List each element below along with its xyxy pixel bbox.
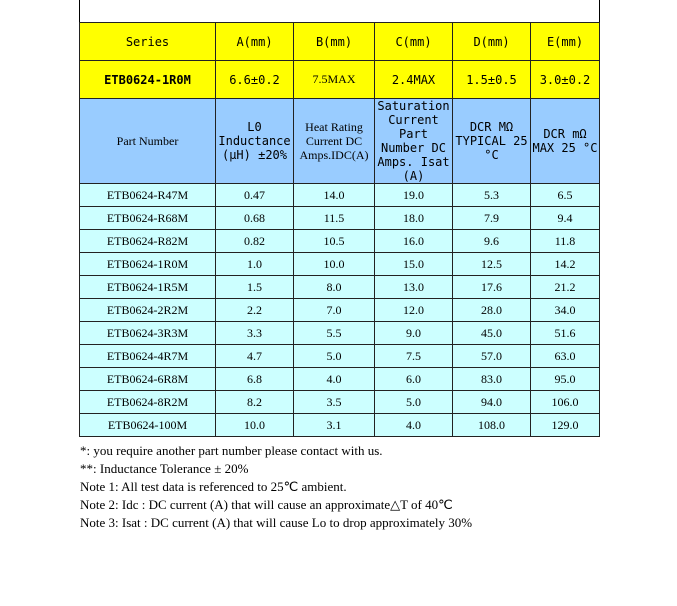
dcr-typical-cell: 28.0 — [453, 299, 531, 322]
inductance-cell: 3.3 — [216, 322, 294, 345]
heat-rating-cell: 8.0 — [294, 276, 375, 299]
dim-d-header: D(mm) — [453, 23, 531, 61]
table-row — [80, 322, 600, 345]
table-row — [80, 253, 600, 276]
dcr-max-cell: 63.0 — [531, 345, 600, 368]
inductance-cell: 1.0 — [216, 253, 294, 276]
model-row — [80, 61, 600, 99]
inductance-cell: 4.7 — [216, 345, 294, 368]
model-name: ETB0624-1R0M — [80, 61, 216, 99]
inductance-cell: 1.5 — [216, 276, 294, 299]
dcr-typical-cell: 94.0 — [453, 391, 531, 414]
part-number-cell: ETB0624-1R0M — [80, 253, 216, 276]
saturation-cell: 16.0 — [375, 230, 453, 253]
saturation-cell: 6.0 — [375, 368, 453, 391]
dim-c-value: 2.4MAX — [375, 61, 453, 99]
note-line: Note 3: Isat : DC current (A) that will cause Lo to drop approximately 30% — [80, 515, 473, 530]
dim-a-header: A(mm) — [216, 23, 294, 61]
dcr-max-cell: 9.4 — [531, 207, 600, 230]
saturation-cell: 5.0 — [375, 391, 453, 414]
inductance-cell: 0.68 — [216, 207, 294, 230]
table-row — [80, 230, 600, 253]
dcr-max-cell: 6.5 — [531, 184, 600, 207]
part-number-cell: ETB0624-1R5M — [80, 276, 216, 299]
heat-rating-cell: 10.5 — [294, 230, 375, 253]
spec-table — [79, 22, 600, 437]
inductance-cell: 6.8 — [216, 368, 294, 391]
heat-rating-cell: 11.5 — [294, 207, 375, 230]
dcr-typical-cell: 45.0 — [453, 322, 531, 345]
dcr-typical-cell: 7.9 — [453, 207, 531, 230]
dcr-typical-cell: 12.5 — [453, 253, 531, 276]
dcr-typical-cell: 83.0 — [453, 368, 531, 391]
inductance-cell: 2.2 — [216, 299, 294, 322]
heat-rating-cell: 7.0 — [294, 299, 375, 322]
dim-e-value: 3.0±0.2 — [531, 61, 600, 99]
part-number-cell: ETB0624-2R2M — [80, 299, 216, 322]
column-header-row — [80, 99, 600, 184]
saturation-cell: 13.0 — [375, 276, 453, 299]
dcr-typical-cell: 17.6 — [453, 276, 531, 299]
heat-rating-cell: 5.5 — [294, 322, 375, 345]
inductance-cell: 8.2 — [216, 391, 294, 414]
dcr-typical-cell: 9.6 — [453, 230, 531, 253]
table-row — [80, 391, 600, 414]
dim-e-header: E(mm) — [531, 23, 600, 61]
part-number-cell: ETB0624-6R8M — [80, 368, 216, 391]
table-row — [80, 276, 600, 299]
saturation-cell: 4.0 — [375, 414, 453, 437]
dim-a-value: 6.6±0.2 — [216, 61, 294, 99]
dcr-max-cell: 34.0 — [531, 299, 600, 322]
dim-d-value: 1.5±0.5 — [453, 61, 531, 99]
dim-b-header: B(mm) — [294, 23, 375, 61]
series-label: Series — [80, 23, 216, 61]
saturation-current-header: Saturation Current Part Number DC Amps. Isat (A) — [375, 99, 453, 184]
inductance-cell: 10.0 — [216, 414, 294, 437]
dcr-typical-header: DCR MΩ TYPICAL 25 °C — [453, 99, 531, 184]
notes-section — [80, 442, 472, 532]
heat-rating-cell: 14.0 — [294, 184, 375, 207]
part-number-cell: ETB0624-R47M — [80, 184, 216, 207]
dim-b-value: 7.5MAX — [294, 61, 375, 99]
table-row — [80, 184, 600, 207]
dcr-typical-cell: 57.0 — [453, 345, 531, 368]
table-row — [80, 207, 600, 230]
part-number-cell: ETB0624-R82M — [80, 230, 216, 253]
dcr-typical-cell: 5.3 — [453, 184, 531, 207]
heat-rating-header: Heat Rating Current DC Amps.IDC(A) — [294, 99, 375, 184]
heat-rating-cell: 5.0 — [294, 345, 375, 368]
dcr-max-cell: 106.0 — [531, 391, 600, 414]
part-number-cell: ETB0624-R68M — [80, 207, 216, 230]
dcr-max-header: DCR mΩ MAX 25 °C — [531, 99, 600, 184]
heat-rating-cell: 3.1 — [294, 414, 375, 437]
part-number-cell: ETB0624-100M — [80, 414, 216, 437]
note-line: Note 2: Idc : DC current (A) that will cause an approximate△T of 40℃ — [80, 497, 453, 512]
dim-c-header: C(mm) — [375, 23, 453, 61]
heat-rating-cell: 10.0 — [294, 253, 375, 276]
table-row — [80, 368, 600, 391]
dcr-max-cell: 14.2 — [531, 253, 600, 276]
dcr-max-cell: 51.6 — [531, 322, 600, 345]
table-row — [80, 414, 600, 437]
note-line: **: Inductance Tolerance ± 20% — [80, 461, 249, 476]
table-top-frame — [79, 0, 600, 22]
saturation-cell: 18.0 — [375, 207, 453, 230]
part-number-cell: ETB0624-4R7M — [80, 345, 216, 368]
heat-rating-cell: 4.0 — [294, 368, 375, 391]
inductance-cell: 0.47 — [216, 184, 294, 207]
heat-rating-cell: 3.5 — [294, 391, 375, 414]
inductance-cell: 0.82 — [216, 230, 294, 253]
saturation-cell: 15.0 — [375, 253, 453, 276]
saturation-cell: 12.0 — [375, 299, 453, 322]
note-line: Note 1: All test data is referenced to 25℃ ambient. — [80, 479, 347, 494]
saturation-cell: 7.5 — [375, 345, 453, 368]
saturation-cell: 9.0 — [375, 322, 453, 345]
table-row — [80, 299, 600, 322]
saturation-cell: 19.0 — [375, 184, 453, 207]
dcr-max-cell: 21.2 — [531, 276, 600, 299]
series-row — [80, 23, 600, 61]
dcr-max-cell: 11.8 — [531, 230, 600, 253]
dcr-max-cell: 129.0 — [531, 414, 600, 437]
dcr-max-cell: 95.0 — [531, 368, 600, 391]
table-row — [80, 345, 600, 368]
part-number-cell: ETB0624-8R2M — [80, 391, 216, 414]
dcr-typical-cell: 108.0 — [453, 414, 531, 437]
part-number-header: Part Number — [80, 99, 216, 184]
note-line: *: you require another part number please contact with us. — [80, 443, 383, 458]
part-number-cell: ETB0624-3R3M — [80, 322, 216, 345]
lo-inductance-header: L0 Inductance (μH) ±20% — [216, 99, 294, 184]
